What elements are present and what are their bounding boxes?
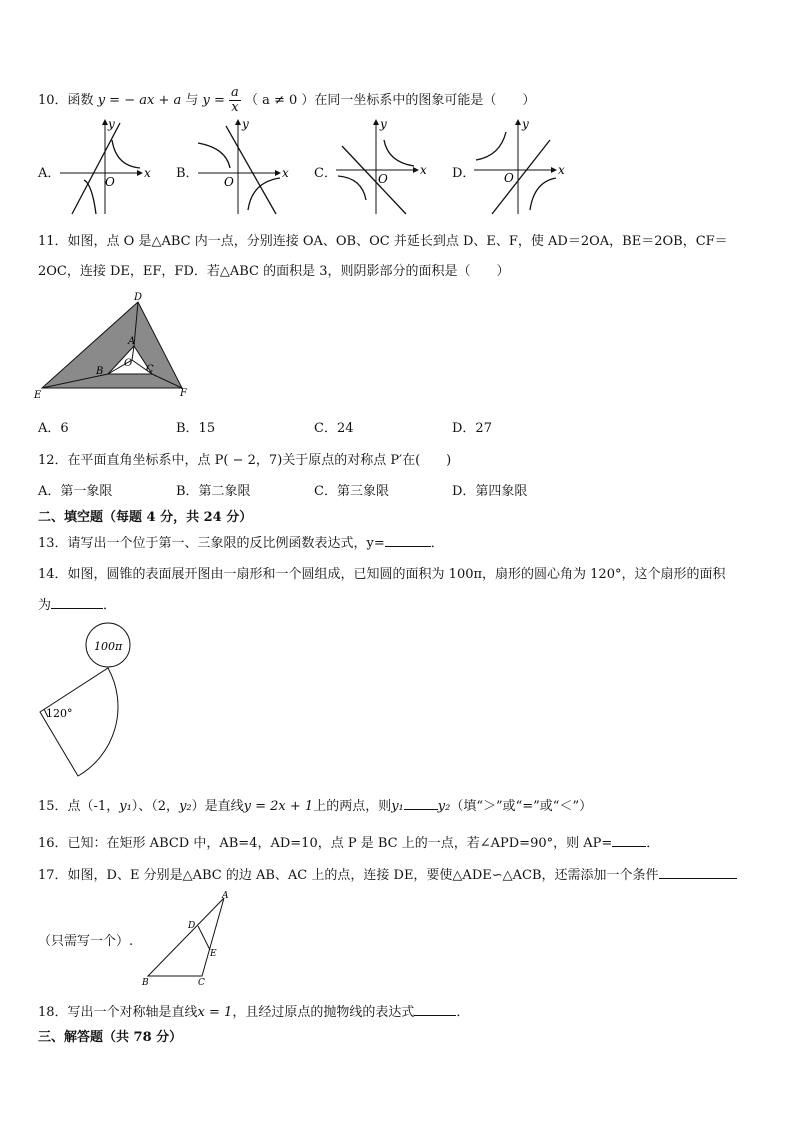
svg-text:y: y <box>522 117 529 131</box>
svg-text:D: D <box>188 921 196 931</box>
q14-stem-line2: 为 ． <box>38 598 117 613</box>
q15-equation: y = 2x + 1 <box>243 799 314 814</box>
svg-text:F: F <box>180 388 187 399</box>
svg-text:x: x <box>144 166 151 180</box>
q11-option-b: B．15 <box>176 421 216 436</box>
q10-stem: 10．函数 y = − ax + a 与 y = $\frac{a}{x}$ （ a ≠ 0 ）在同一坐标系中的图象可能是（ ） <box>38 85 536 115</box>
q12-option-b: B．第二象限 <box>176 484 251 499</box>
svg-text:y: y <box>242 117 249 131</box>
svg-text:E: E <box>210 949 217 959</box>
q10-graph-b <box>198 118 298 218</box>
q18-answer-blank[interactable] <box>414 1003 456 1016</box>
svg-text:x: x <box>420 163 427 177</box>
q14-stem-line1: 14．如图，圆锥的表面展开图由一扇形和一个圆组成，已知圆的面积为 100π，扇形的圆心角为 120°，这个扇形的面积 <box>38 567 726 582</box>
svg-text:O: O <box>504 171 514 185</box>
svg-text:O: O <box>124 358 133 369</box>
q15-stem: 15．点（-1，y₁）、（2，y₂）是直线y = 2x + 1上的两点，则y₁ y₂（填“＞”或“=”或“＜”） <box>38 799 593 814</box>
svg-text:O: O <box>105 175 115 189</box>
q12-option-a: A．第一象限 <box>38 484 113 499</box>
q10-option-d: D． <box>452 166 476 181</box>
q16-answer-blank[interactable] <box>612 834 646 847</box>
svg-text:E: E <box>34 390 42 401</box>
svg-text:C: C <box>146 364 154 375</box>
q10-graph-a <box>60 118 160 218</box>
q13-stem: 13．请写出一个位于第一、三象限的反比例函数表达式，y= ． <box>38 536 444 551</box>
q17-figure <box>140 890 240 990</box>
svg-text:x: x <box>558 163 565 177</box>
q11-stem-line2: 2OC，连接 DE，EF，FD．若△ABC 的面积是 3，则阴影部分的面积是（ ） <box>38 264 510 279</box>
svg-text:x: x <box>282 166 289 180</box>
q10-graph-d <box>474 118 574 218</box>
svg-text:B: B <box>96 366 104 377</box>
q11-option-d: D．27 <box>452 421 492 436</box>
q14-figure <box>36 620 146 780</box>
q10-option-c: C． <box>314 166 337 181</box>
svg-text:D: D <box>134 292 143 303</box>
q10-fraction: $\frac{a}{x}$ <box>231 85 239 115</box>
svg-text:120°: 120° <box>46 707 73 720</box>
q18-stem: 18．写出一个对称轴是直线x = 1，且经过原点的抛物线的表达式 ． <box>38 1005 470 1020</box>
svg-text:O: O <box>378 172 388 186</box>
svg-text:y: y <box>380 117 387 131</box>
q12-option-c: C．第三象限 <box>314 484 389 499</box>
svg-text:A: A <box>222 891 229 901</box>
q11-option-a: A．6 <box>38 421 69 436</box>
svg-text:y: y <box>108 117 115 131</box>
svg-text:B: B <box>142 978 149 988</box>
svg-text:C: C <box>198 978 205 988</box>
q18-equation: x = 1 <box>197 1005 233 1020</box>
q11-option-c: C．24 <box>314 421 354 436</box>
q10-option-b: B． <box>176 166 199 181</box>
q12-stem: 12．在平面直角坐标系中，点 P( − 2，7)关于原点的对称点 P′在( ) <box>38 453 452 468</box>
q17-stem-line2: （只需写一个）. <box>38 934 134 949</box>
q10-graph-c <box>336 118 436 218</box>
q17-answer-blank[interactable] <box>659 866 737 879</box>
q10-option-a: A． <box>38 166 61 181</box>
section-3-heading: 三、解答题（共 78 分） <box>38 1030 183 1045</box>
section-2-heading: 二、填空题（每题 4 分，共 24 分） <box>38 510 253 525</box>
q17-stem: 17．如图，D、E 分别是△ABC 的边 AB、AC 上的点，连接 DE，要使△ADE∽△ACB，还需添加一个条件 <box>38 864 737 883</box>
q16-stem: 16．已知：在矩形 ABCD 中，AB=4，AD=10，点 P 是 BC 上的一点，若∠APD=90°，则 AP= ． <box>38 836 660 851</box>
svg-text:100π: 100π <box>94 640 123 653</box>
svg-text:O: O <box>224 175 234 189</box>
q14-answer-blank[interactable] <box>51 596 103 609</box>
q12-option-d: D．第四象限 <box>452 484 528 499</box>
q13-answer-blank[interactable] <box>385 534 431 547</box>
q11-figure <box>34 290 194 400</box>
q10-func1: y = − ax + a <box>97 93 182 108</box>
q11-stem-line1: 11．如图，点 O 是△ABC 内一点，分别连接 OA、OB、OC 并延长到点 D、E、F，使 AD＝2OA，BE＝2OB，CF＝ <box>38 234 728 249</box>
svg-text:A: A <box>128 336 136 347</box>
q15-answer-blank[interactable] <box>404 797 438 810</box>
